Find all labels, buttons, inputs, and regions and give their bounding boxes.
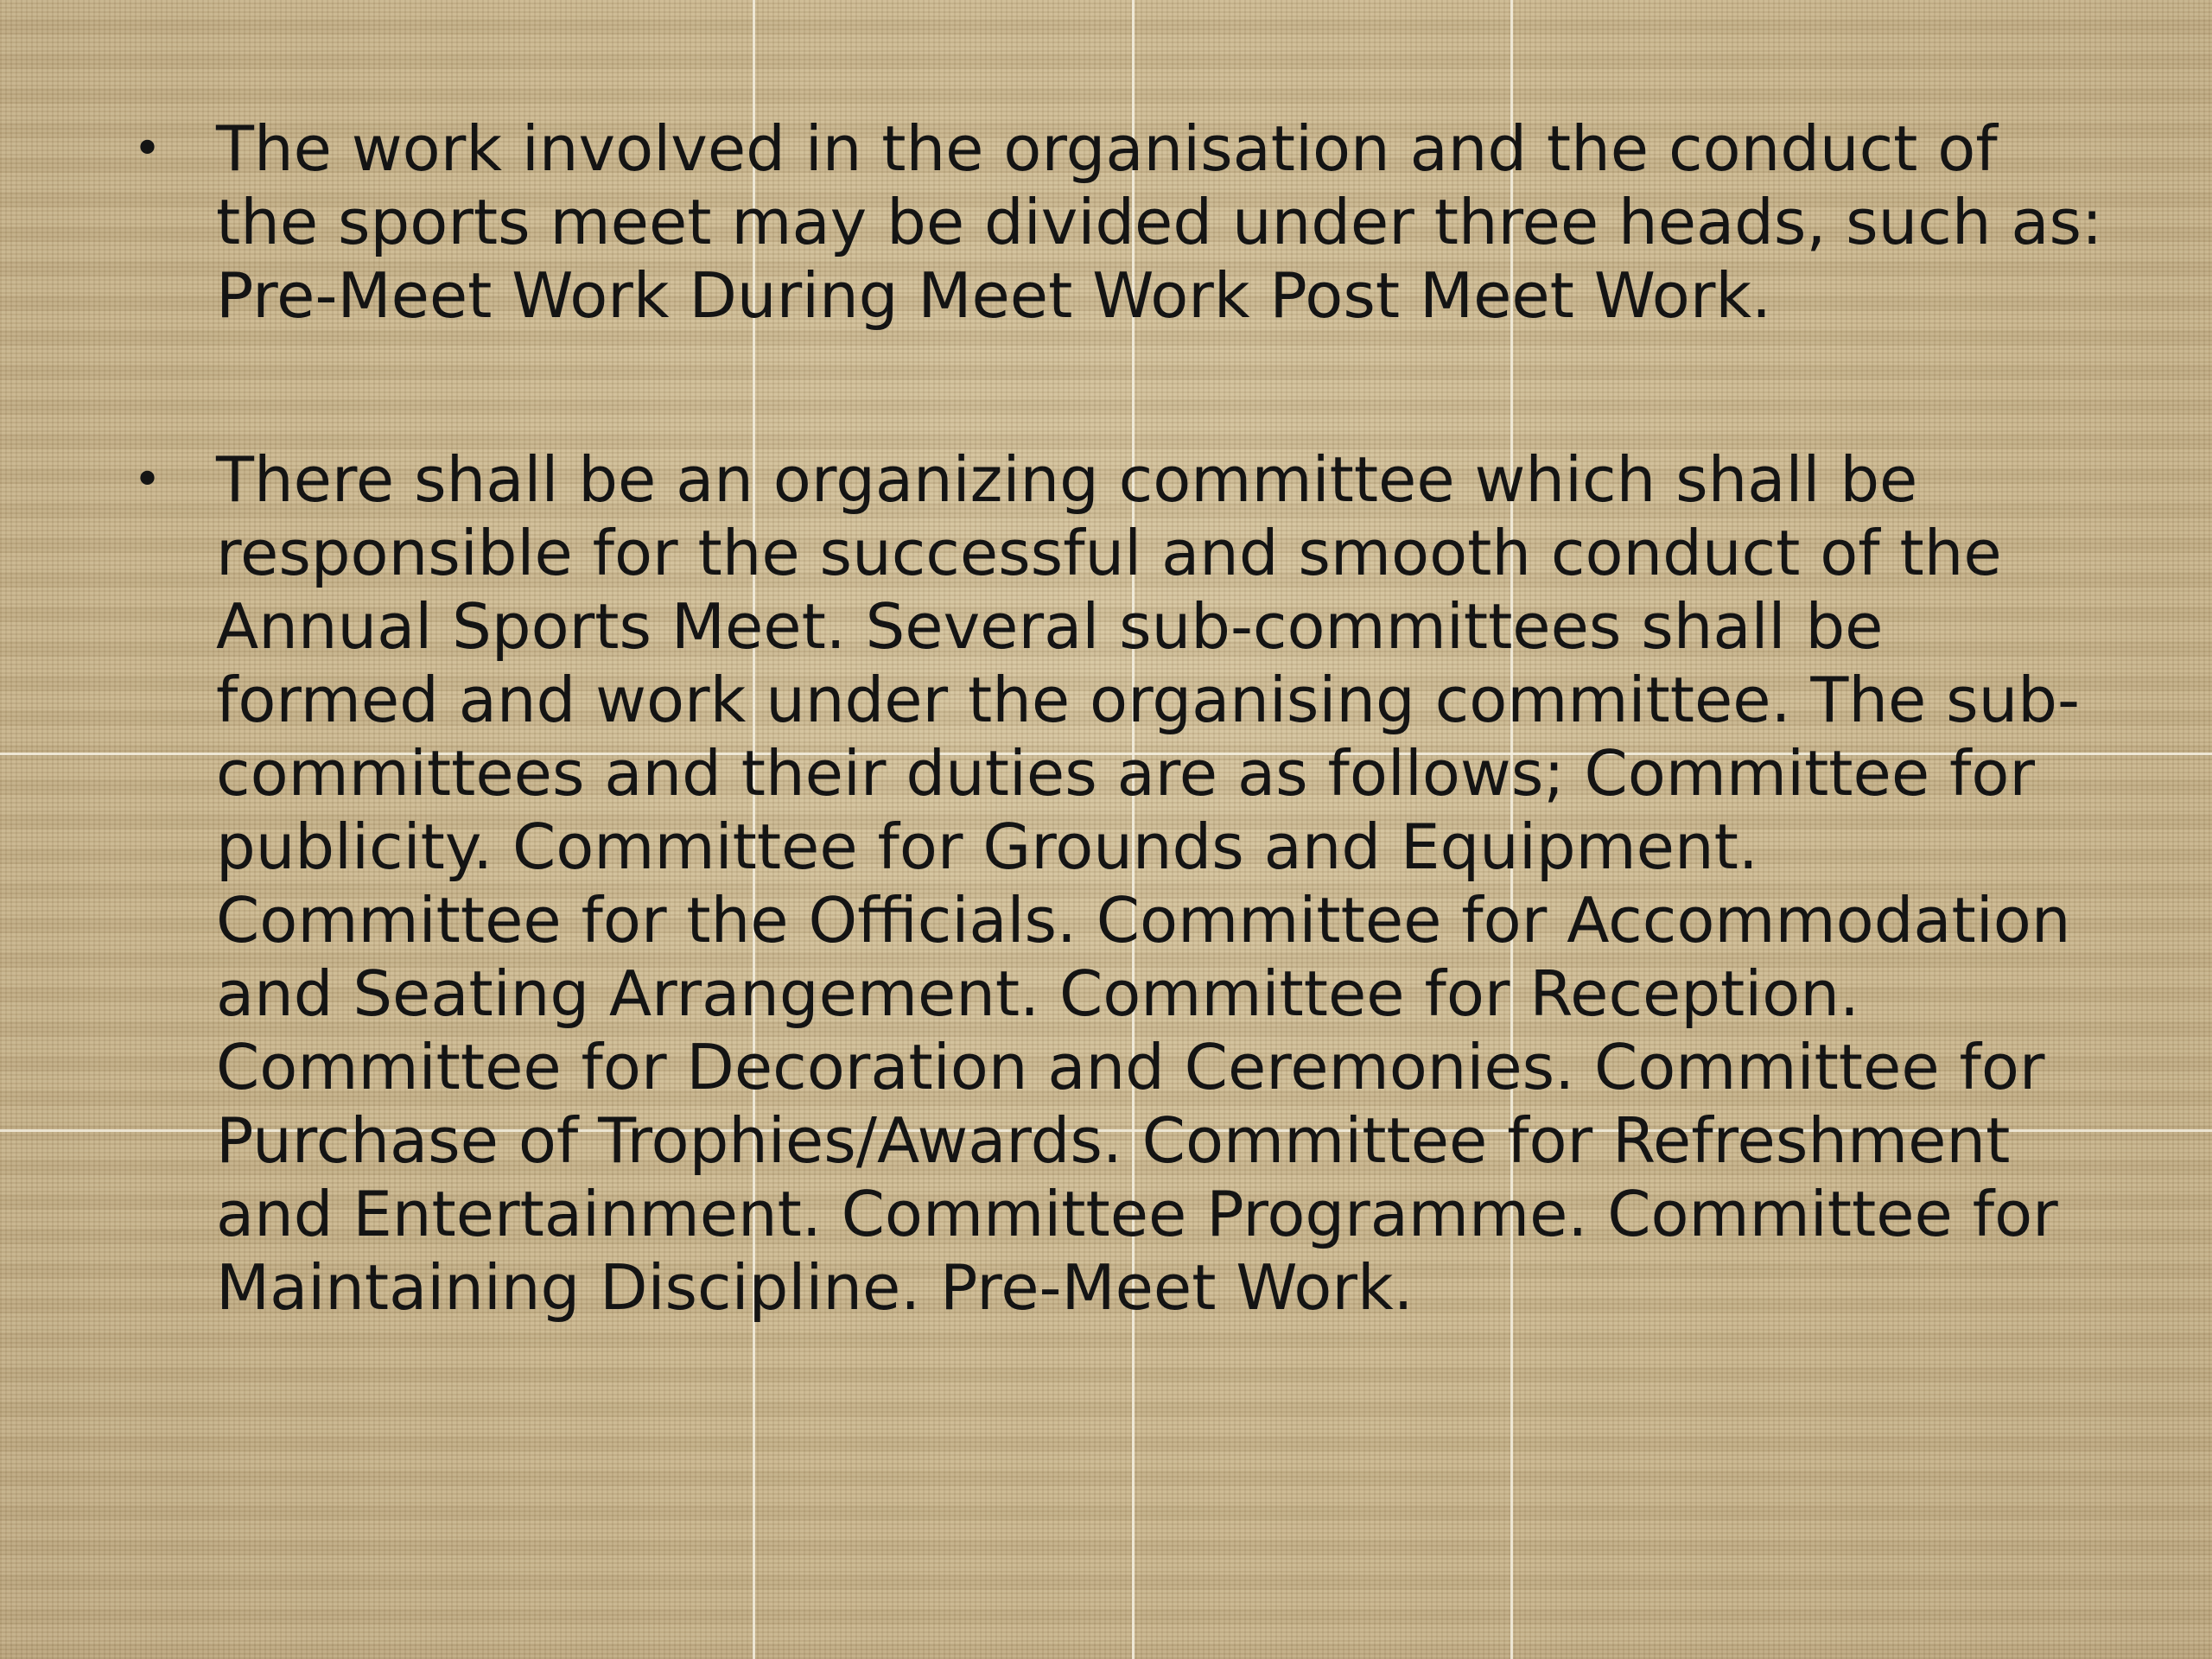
bullet-marker: • <box>133 452 162 508</box>
bullet-text: The work involved in the organisation and the conduct of the sports meet may be divided under three heads, such as: Pre-Meet Work During Meet Work Post Meet Work. <box>216 112 2103 332</box>
bullet-marker: • <box>133 121 162 177</box>
bullet-text: There shall be an organizing committee which shall be responsible for the successful and smooth conduct of the Annual Sports Meet. Several sub-committees shall be formed and work under the organising committee. The sub-committees and their duties are as follows; Committee for publicity. Committee for Grounds and Equipment. Committee for the Officials. Committee for Accommodation and Seating Arrangement. Committee for Reception. Committee for Decoration and Ceremonies. Committee for Purchase of Trophies/Awards. Committee for Refreshment and Entertainment. Committee Programme. Committee for Maintaining Discipline. Pre-Meet Work. <box>216 443 2080 1324</box>
slide-body <box>130 112 2108 1325</box>
bullet-item <box>130 112 2108 333</box>
bullet-item <box>130 443 2108 1325</box>
